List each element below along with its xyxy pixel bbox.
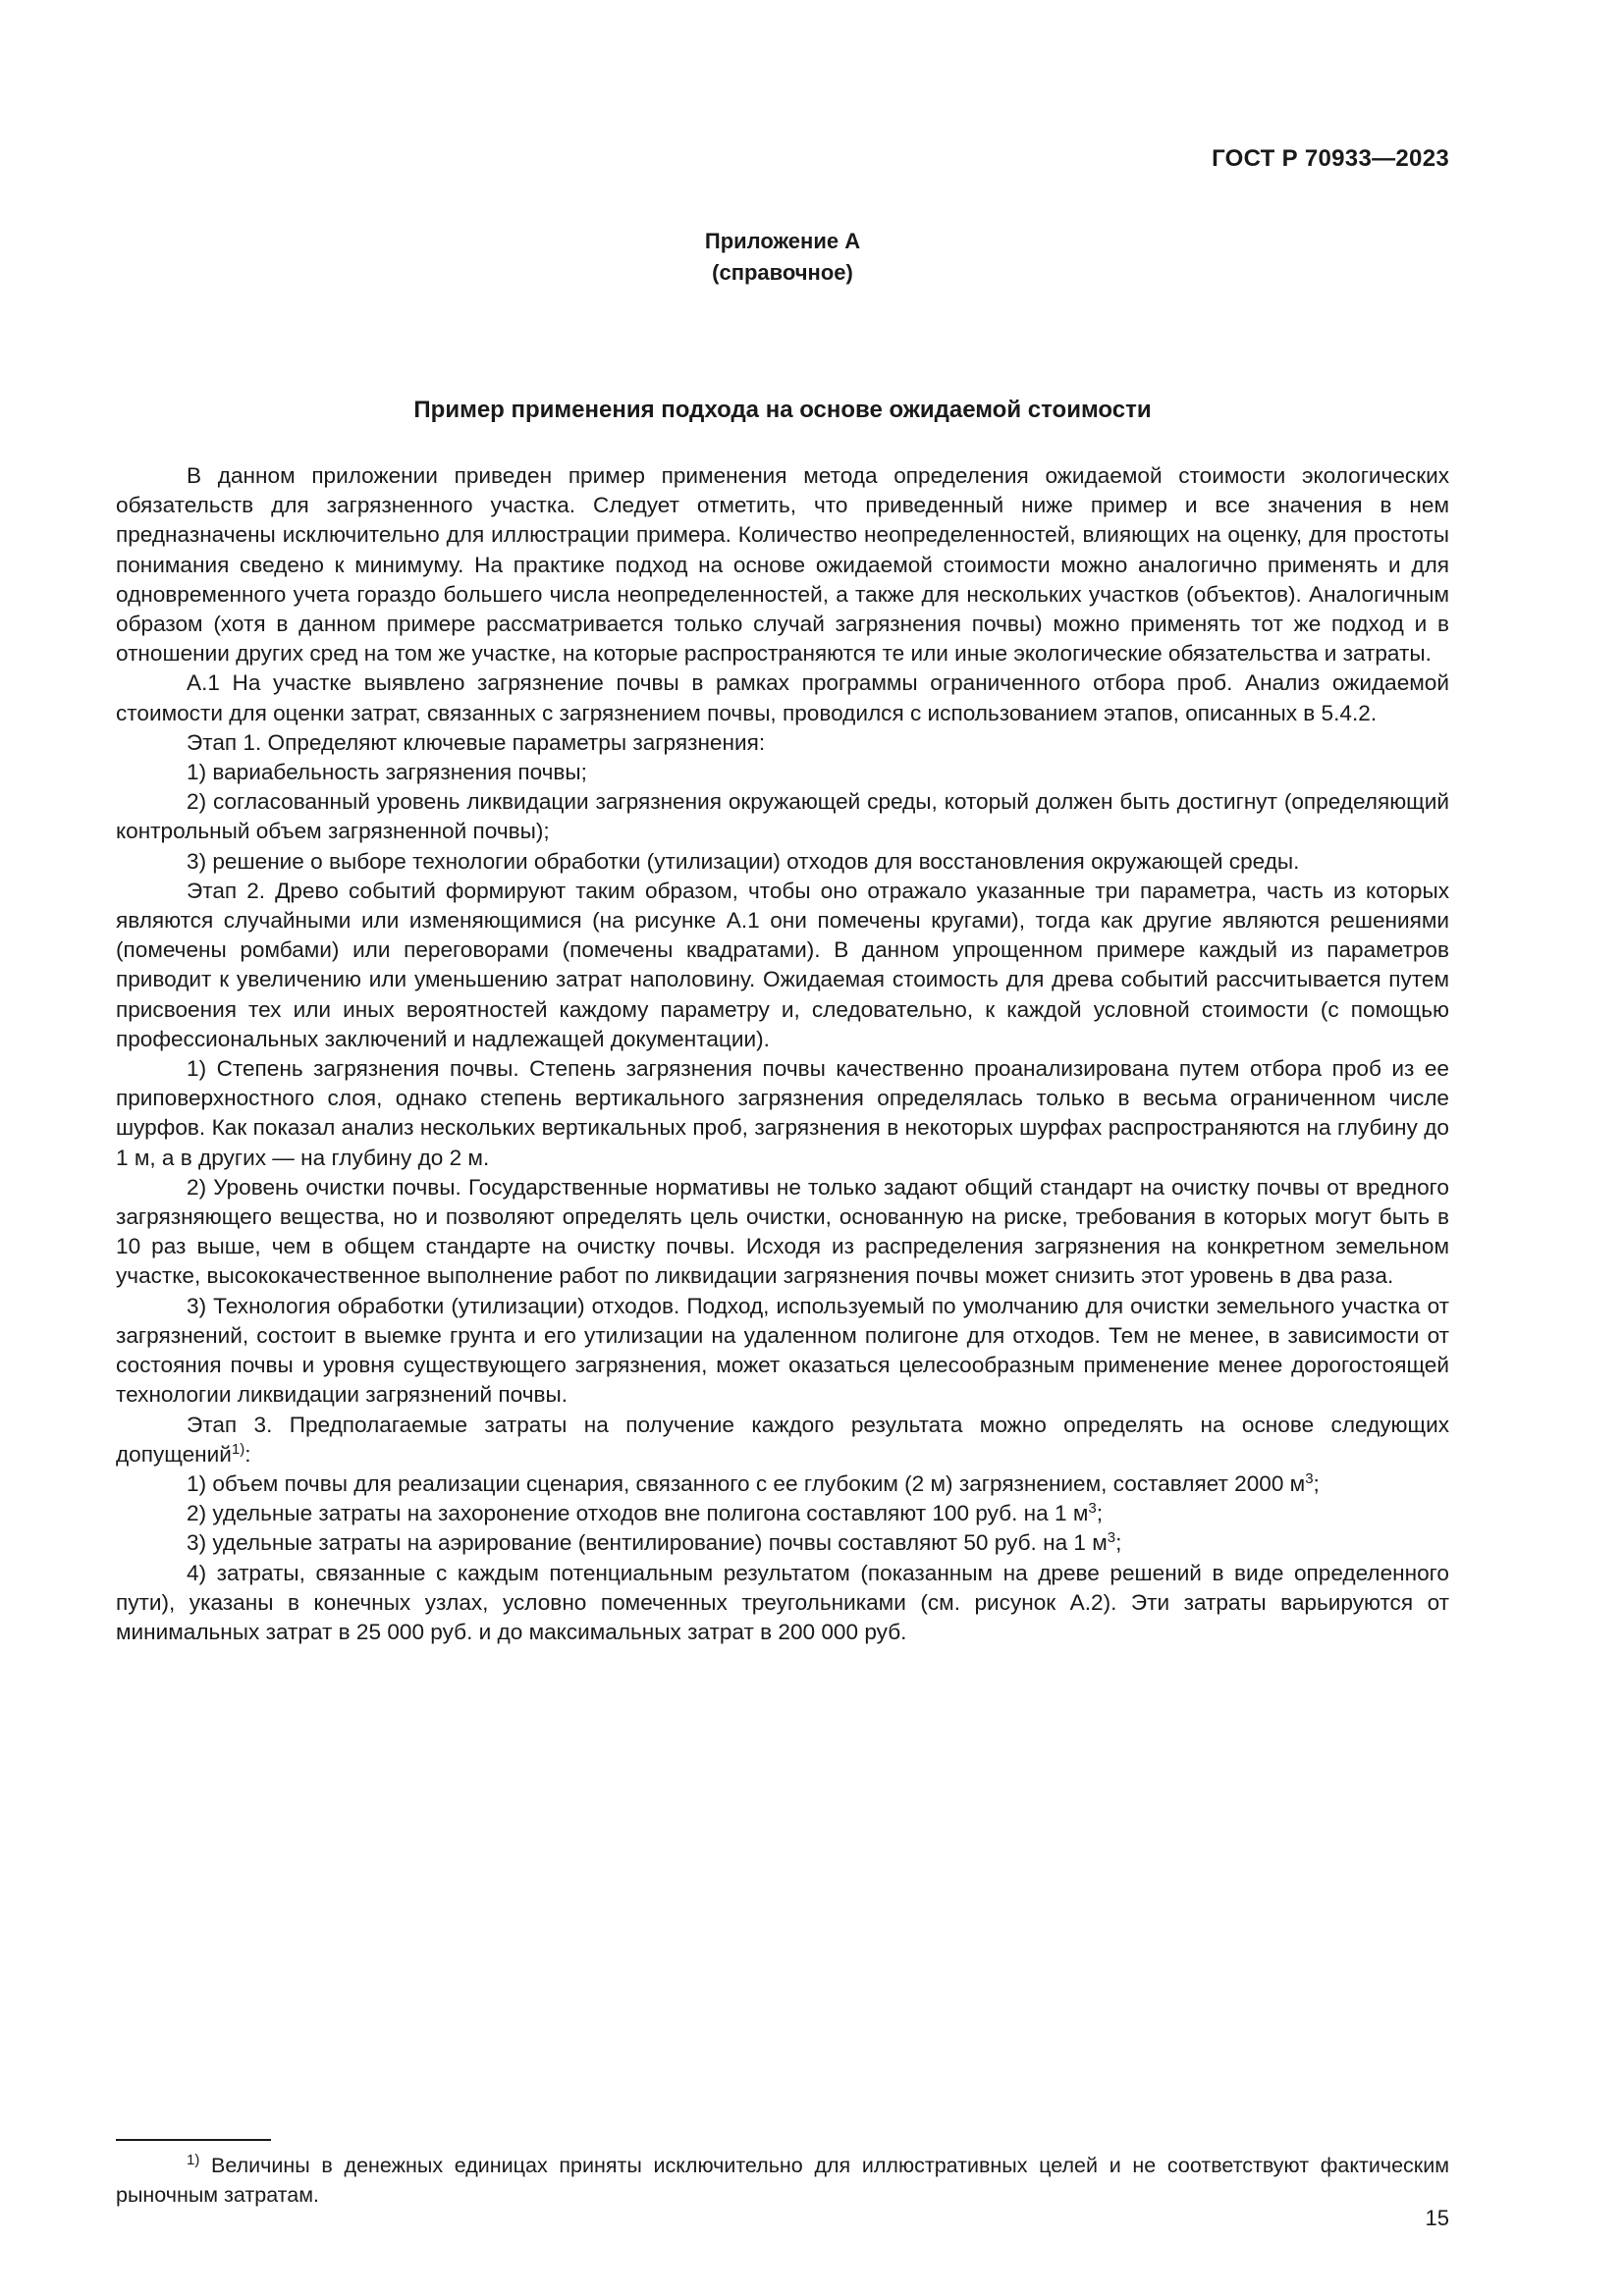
footnote-reference: 1)	[231, 1440, 245, 1458]
stage-1-heading: Этап 1. Определяют ключевые параметры загрязнения:	[187, 729, 766, 755]
annex-heading	[116, 226, 1449, 289]
annex-title: Пример применения подхода на основе ожидаемой стоимости	[413, 397, 1152, 423]
footnote-marker: 1)	[187, 2152, 200, 2168]
stage-3-item-3: 3) удельные затраты на аэрирование (вентилирование) почвы составляют 50 руб. на 1 $м^3$;	[187, 1529, 1122, 1556]
stage-2-paragraph: Этап 2. Древо событий формируют таким образом, чтобы оно отражало указанные три параметра, часть из которых являются случайными или изменяющимися (на рисунке А.1 они помечены кругами), тогда как другие являются решениями (помечены ромбами) или переговорами (помечены квадратами). В данном упрощенном примере каждый из параметров приводит к увеличению или уменьшению затрат наполовину. Ожидаемая стоимость для древа событий рассчитывается путем присвоения тех или иных вероятностей каждому параметру и, следовательно, к каждой условной стоимости (с помощью профессиональных заключений и надлежащей документации).	[116, 878, 1449, 1051]
document-page	[116, 0, 1449, 2296]
stage-2-item-1: 1) Степень загрязнения почвы. Степень загрязнения почвы качественно проанализирована путем отбора проб из ее приповерхностного слоя, однако степень вертикального загрязнения определялась только в весьма ограниченном числе шурфов. Как показал анализ нескольких вертикальных проб, загрязнения в некоторых шурфах распространяются на глубину до 1 м, а в других — на глубину до 2 м.	[116, 1056, 1449, 1170]
stage-3-item-1: 1) объем почвы для реализации сценария, связанного с ее глубоким (2 м) загрязнением, составляет 2000 $м^3$;	[187, 1469, 1320, 1496]
cube-exponent: 3	[1107, 1529, 1116, 1547]
stage-3-item-4: 4) затраты, связанные с каждым потенциальным результатом (показанным на древе решений в виде определенного пути), указаны в конечных узлах, условно помеченных треугольниками (см. рисунок А.2). Эти затраты варьируются от минимальных затрат в 25 000 руб. и до максимальных затрат в 200 000 руб.	[116, 1560, 1449, 1644]
annex-label: Приложение А	[704, 229, 861, 253]
footnote-separator	[116, 2139, 271, 2141]
stage-3-heading	[116, 1411, 1449, 1469]
stage-2-item-3: 3) Технология обработки (утилизации) отходов. Подход, используемый по умолчанию для очистки земельного участка от загрязнений, состоит в выемке грунта и его утилизации на удаленном полигоне для отходов. Тем не менее, в зависимости от состояния почвы и уровня существующего загрязнения, может оказаться целесообразным применение менее дорогостоящей технологии ликвидации загрязнений почвы.	[116, 1293, 1449, 1408]
footnote-text: Величины в денежных единицах приняты исключительно для иллюстративных целей и не соответствуют фактическим рыночным затратам.	[116, 2154, 1449, 2207]
paragraph-a1: А.1 На участке выявлено загрязнение почвы в рамках программы ограниченного отбора проб. Анализ ожидаемой стоимости для оценки затрат, связанных с загрязнением почвы, проводился с использованием этапов, описанных в 5.4.2.	[116, 670, 1449, 725]
intro-paragraph: В данном приложении приведен пример применения метода определения ожидаемой стоимости экологических обязательств для загрязненного участка. Следует отметить, что приведенный ниже пример и все значения в нем предназначены исключительно для иллюстрации примера. Количество неопределенностей, влияющих на оценку, для простоты понимания сведено к минимуму. На практике подход на основе ожидаемой стоимости можно аналогично применять и для одновременного учета гораздо большего числа неопределенностей, а также для нескольких участков (объектов). Аналогичным образом (хотя в данном примере рассматривается только случай загрязнения почвы) можно применять тот же подход и в отношении других сред на том же участке, на которые распространяются те или иные экологические обязательства и затраты.	[116, 463, 1449, 667]
stage-1-item-2: 2) согласованный уровень ликвидации загрязнения окружающей среды, который должен быть достигнут (определяющий контрольный объем загрязненной почвы);	[116, 789, 1449, 844]
stage-2-item-2: 2) Уровень очистки почвы. Государственные нормативы не только задают общий стандарт на очистку почвы от вредного загрязняющего вещества, но и позволяют определять цель очистки, основанную на риске, требования в которых могут быть в 10 раз выше, чем в общем стандарте на очистку почвы. Исходя из распределения загрязнения на конкретном земельном участке, высококачественное выполнение работ по ликвидации загрязнения почвы может снизить этот уровень в два раза.	[116, 1174, 1449, 1289]
stage-1-item-3: 3) решение о выборе технологии обработки (утилизации) отходов для восстановления окружающей среды.	[187, 848, 1300, 874]
page-number: 15	[1425, 2206, 1449, 2230]
stage-1-item-1: 1) вариабельность загрязнения почвы;	[187, 760, 587, 785]
colon: :	[244, 1441, 251, 1467]
standard-designation: ГОСТ Р 70933—2023	[1212, 145, 1449, 172]
stage-3-text: Этап 3. Предполагаемые затраты на получение каждого результата можно определять на основе следующих допущений	[116, 1412, 1449, 1467]
annex-body	[116, 461, 1449, 1647]
footnote	[116, 2151, 1449, 2210]
cube-exponent: 3	[1088, 1500, 1097, 1518]
stage-3-item-2: 2) удельные затраты на захоронение отходов вне полигона составляют 100 руб. на 1 $м^3$;	[187, 1500, 1103, 1526]
cube-exponent: 3	[1305, 1469, 1314, 1487]
annex-type: (справочное)	[712, 260, 853, 285]
